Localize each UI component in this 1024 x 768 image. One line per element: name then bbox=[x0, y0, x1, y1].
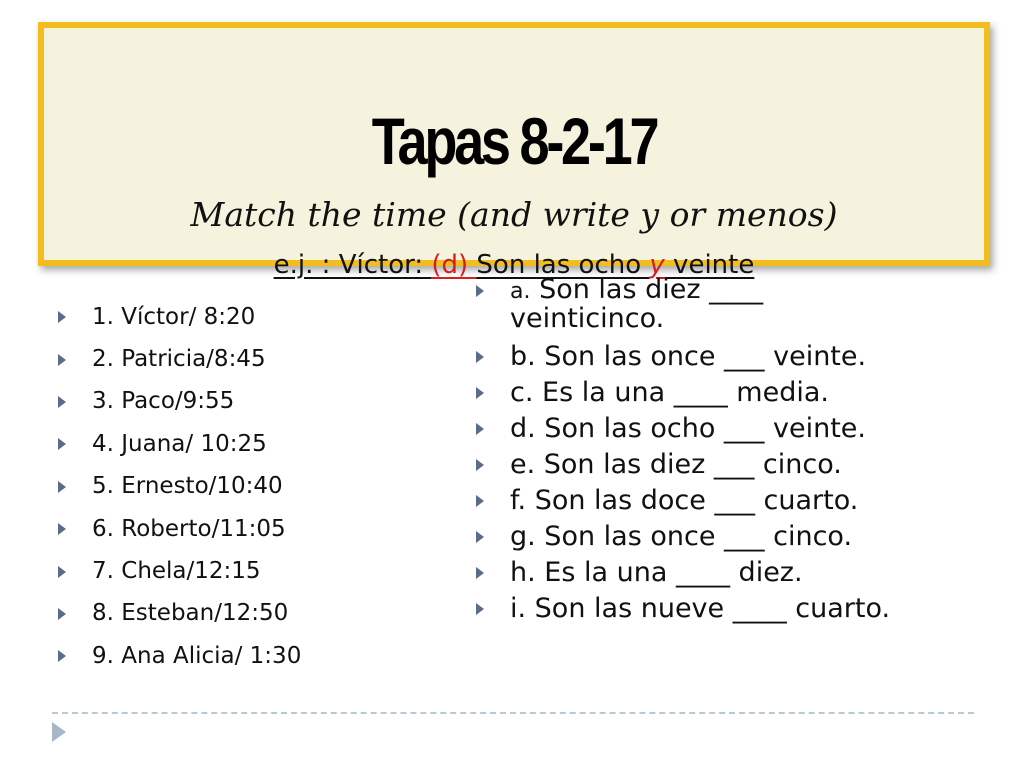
next-slide-arrow-icon[interactable] bbox=[52, 722, 66, 742]
list-item-text: h. Es la una ____ diez. bbox=[510, 557, 803, 588]
list-item bbox=[58, 593, 301, 635]
example-prefix: e.j. : Víctor: bbox=[273, 250, 432, 280]
triangle-bullet-icon bbox=[476, 567, 484, 579]
triangle-bullet-icon bbox=[476, 531, 484, 543]
list-item-text: 2. Patricia/8:45 bbox=[92, 346, 266, 373]
list-item bbox=[476, 378, 890, 408]
list-item bbox=[476, 342, 890, 372]
example-line bbox=[44, 252, 984, 278]
triangle-bullet-icon bbox=[476, 495, 484, 507]
list-item bbox=[58, 508, 301, 550]
triangle-bullet-icon bbox=[58, 354, 66, 366]
list-item bbox=[476, 414, 890, 444]
list-item-text: 5. Ernesto/10:40 bbox=[92, 473, 283, 500]
list-item-text: b. Son las once ___ veinte. bbox=[510, 341, 867, 372]
triangle-bullet-icon bbox=[476, 387, 484, 399]
slide-title: Tapas 8-2-17 bbox=[371, 104, 657, 178]
list-item-text: 4. Juana/ 10:25 bbox=[92, 430, 267, 457]
list-item-text: 3. Paco/9:55 bbox=[92, 388, 235, 415]
list-item bbox=[58, 466, 301, 508]
triangle-bullet-icon bbox=[58, 523, 66, 535]
list-item bbox=[58, 423, 301, 465]
list-item bbox=[476, 522, 890, 552]
list-item bbox=[476, 558, 890, 588]
times-list bbox=[476, 276, 890, 630]
list-item bbox=[58, 296, 301, 338]
list-item-text: 8. Esteban/12:50 bbox=[92, 600, 289, 627]
example-y: y bbox=[649, 250, 665, 280]
list-item bbox=[58, 338, 301, 380]
list-item-text: g. Son las once ___ cinco. bbox=[510, 521, 853, 552]
list-item bbox=[476, 276, 890, 332]
triangle-bullet-icon bbox=[476, 459, 484, 471]
list-item-text: i. Son las nueve ____ cuarto. bbox=[510, 593, 891, 624]
title-box bbox=[38, 22, 990, 280]
names-list bbox=[58, 296, 301, 678]
list-item-text: c. Es la una ____ media. bbox=[510, 377, 829, 408]
list-item-text: 7. Chela/12:15 bbox=[92, 558, 261, 585]
triangle-bullet-icon bbox=[58, 438, 66, 450]
triangle-bullet-icon bbox=[58, 311, 66, 323]
list-item bbox=[476, 450, 890, 480]
example-letter: (d) bbox=[431, 250, 477, 280]
list-item-text: e. Son las diez ___ cinco. bbox=[510, 449, 842, 480]
list-item-text: 9. Ana Alicia/ 1:30 bbox=[92, 642, 302, 669]
list-item bbox=[58, 381, 301, 423]
list-item-text bbox=[510, 276, 850, 332]
triangle-bullet-icon bbox=[58, 396, 66, 408]
example-phrase: Son las ocho bbox=[476, 250, 650, 280]
list-item bbox=[476, 486, 890, 516]
triangle-bullet-icon bbox=[476, 603, 484, 615]
list-item-text: 1. Víctor/ 8:20 bbox=[92, 303, 256, 330]
triangle-bullet-icon bbox=[58, 566, 66, 578]
list-item-text: 6. Roberto/11:05 bbox=[92, 515, 286, 542]
list-item-text: f. Son las doce ___ cuarto. bbox=[510, 485, 859, 516]
triangle-bullet-icon bbox=[58, 650, 66, 662]
option-letter: a. bbox=[510, 279, 531, 304]
example-tail: veinte bbox=[664, 250, 755, 280]
list-item-text: d. Son las ocho ___ veinte. bbox=[510, 413, 866, 444]
list-item bbox=[58, 635, 301, 677]
triangle-bullet-icon bbox=[476, 285, 484, 297]
triangle-bullet-icon bbox=[58, 608, 66, 620]
triangle-bullet-icon bbox=[58, 481, 66, 493]
triangle-bullet-icon bbox=[476, 423, 484, 435]
list-item bbox=[58, 550, 301, 592]
slide-subtitle: Match the time (and write y or menos) bbox=[190, 195, 838, 234]
list-item bbox=[476, 594, 890, 624]
option-text: Son las diez ____ veinticinco. bbox=[510, 274, 764, 334]
footer-divider bbox=[52, 712, 974, 714]
triangle-bullet-icon bbox=[476, 351, 484, 363]
